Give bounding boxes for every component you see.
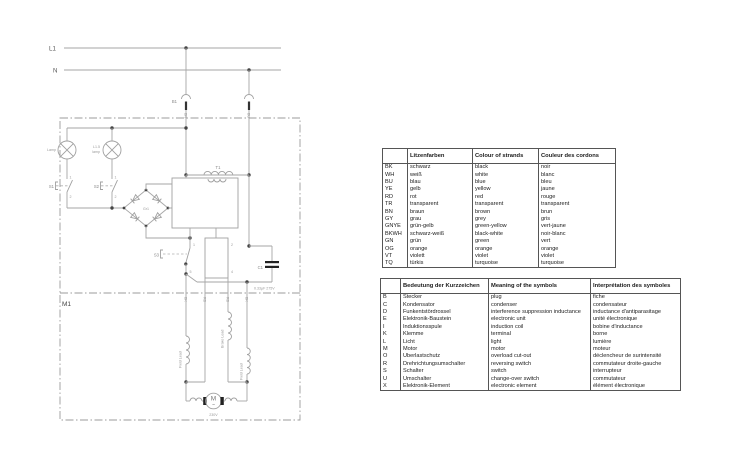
table-cell: gris xyxy=(539,216,616,223)
column-header: Meaning of the symbols xyxy=(489,279,591,294)
table-cell: violet xyxy=(539,253,616,260)
wire-colour-bn: BN xyxy=(183,113,188,118)
motor-section xyxy=(179,312,251,417)
table-cell: motor xyxy=(489,346,591,353)
table-row xyxy=(383,179,616,186)
s3-terminal-4: 4 xyxy=(231,270,233,274)
table-cell: rot xyxy=(408,194,473,201)
table-cell: WH xyxy=(385,171,395,178)
wire-colour-table xyxy=(382,148,616,268)
table-row xyxy=(383,260,616,268)
table-cell: braun xyxy=(408,208,473,215)
table-cell: moteur xyxy=(591,346,681,353)
table-cell: blau xyxy=(408,179,473,186)
table-cell: GN xyxy=(385,238,394,245)
table-cell: gelb xyxy=(408,186,473,193)
socket-icon xyxy=(245,95,254,100)
motor-m-label: M xyxy=(210,395,217,403)
field-coil-icon xyxy=(186,336,190,364)
table-cell: unité électronique xyxy=(591,316,681,323)
electronic-unit-box xyxy=(172,178,238,228)
t1-label: T1 xyxy=(215,165,221,170)
brush-icon xyxy=(220,397,223,405)
table-cell: yellow xyxy=(473,186,539,193)
switch-s2 xyxy=(94,176,118,209)
table-cell: L xyxy=(383,338,387,345)
s2-terminal-2: 2 xyxy=(114,195,117,199)
table-row xyxy=(381,368,681,375)
table-cell: black-white xyxy=(473,231,539,238)
table-cell: Motor xyxy=(401,346,489,353)
table-cell: VT xyxy=(385,252,393,259)
table-cell: orange xyxy=(408,245,473,252)
wire-colour-bu: BU xyxy=(246,113,251,118)
table-cell: Elektronik-Baustein xyxy=(401,316,489,323)
table-cell: schwarz-weiß xyxy=(408,231,473,238)
lamp2-label: L1.5 xyxy=(93,145,100,149)
table-cell: blanc xyxy=(539,171,616,178)
symbol-meaning-table xyxy=(380,278,681,391)
table-row xyxy=(383,201,616,208)
table-cell: Schalter xyxy=(401,368,489,375)
table-cell: GY xyxy=(385,216,394,223)
table-cell: vert-jaune xyxy=(539,223,616,230)
c1-value: 0.33µF 275V xyxy=(254,286,275,291)
table-cell: brown xyxy=(473,208,539,215)
table-cell: Umschalter xyxy=(401,375,489,382)
s3-terminal-2: 2 xyxy=(231,243,233,247)
table-cell: light xyxy=(489,338,591,345)
table-cell: electronic unit xyxy=(489,316,591,323)
table-cell: rouge xyxy=(539,194,616,201)
table-cell: K xyxy=(383,331,387,338)
table-cell: noir-blanc xyxy=(539,231,616,238)
table-cell: élément électronique xyxy=(591,383,681,391)
table-cell: X xyxy=(383,382,387,389)
table-cell: Licht xyxy=(401,338,489,345)
table-cell: noir xyxy=(539,164,616,172)
table-row xyxy=(381,361,681,368)
column-header: Colour of strands xyxy=(473,149,539,164)
table-row xyxy=(383,231,616,238)
table-cell: transparent xyxy=(539,201,616,208)
table-cell: BK xyxy=(385,164,393,171)
table-cell: red xyxy=(473,194,539,201)
capacitor-plate-icon xyxy=(265,266,279,268)
table-row xyxy=(383,253,616,260)
table-row xyxy=(381,324,681,331)
table-row xyxy=(383,208,616,215)
table-cell: interference suppression inductance xyxy=(489,309,591,316)
appliance-boundary xyxy=(60,118,300,420)
table-row xyxy=(381,331,681,338)
table-cell: violett xyxy=(408,253,473,260)
table-row xyxy=(381,375,681,382)
table-cell: grau xyxy=(408,216,473,223)
table-cell: transparent xyxy=(473,201,539,208)
s1-terminal-2: 2 xyxy=(69,195,72,199)
table-cell: GNYE xyxy=(385,223,401,230)
table-cell: C xyxy=(383,301,388,308)
header-row xyxy=(383,149,616,164)
table-cell: weiß xyxy=(408,171,473,178)
rectifier-bridge xyxy=(123,184,192,240)
table-cell: interrupteur xyxy=(591,368,681,375)
table-cell: white xyxy=(473,171,539,178)
supply-rails xyxy=(49,46,281,95)
table-cell: D xyxy=(383,309,388,316)
winding-icon xyxy=(208,179,226,182)
table-cell: TR xyxy=(385,201,393,208)
table-row xyxy=(383,238,616,245)
table-cell: grey xyxy=(473,216,539,223)
table-cell: turquoise xyxy=(473,260,539,268)
m1-section-label: M1 xyxy=(62,301,72,308)
table-row xyxy=(383,245,616,252)
table-cell: switch xyxy=(489,368,591,375)
table-cell: borne xyxy=(591,331,681,338)
table-cell: condenser xyxy=(489,301,591,308)
table-cell: Stecker xyxy=(401,294,489,302)
socket-icon xyxy=(182,95,191,100)
table-cell: turquoise xyxy=(539,260,616,268)
s3-terminal-1: 1 xyxy=(193,243,195,247)
table-row xyxy=(383,164,616,172)
table-cell: jaune xyxy=(539,186,616,193)
table-cell: schwarz xyxy=(408,164,473,172)
n-rail-label: N xyxy=(53,67,58,75)
table-cell: blue xyxy=(473,179,539,186)
brake-lead-label: Brake Lead xyxy=(220,329,225,348)
bridge-label: Gr1 xyxy=(143,207,149,211)
wire-colour-rd: RD xyxy=(202,297,207,303)
column-header xyxy=(381,279,401,294)
table-cell: B xyxy=(383,294,387,301)
s3-terminal-5: 5 xyxy=(189,270,192,274)
s3-label: S3 xyxy=(153,252,159,258)
table-row xyxy=(383,223,616,230)
table-cell: vert xyxy=(539,238,616,245)
table-cell: bleu xyxy=(539,179,616,186)
choke-t1 xyxy=(184,165,250,246)
table-cell: OG xyxy=(385,245,394,252)
wire-colour-bk: BK xyxy=(183,297,188,302)
b1-label: B1 xyxy=(171,99,177,104)
table-cell: BKWH xyxy=(385,230,402,237)
column-header: Litzenfarben xyxy=(408,149,473,164)
table-cell: violet xyxy=(473,253,539,260)
table-cell: condensateur xyxy=(591,301,681,308)
header-row xyxy=(381,279,681,294)
column-header: Couleur des cordons xyxy=(539,149,616,164)
table-cell: overload cut-out xyxy=(489,353,591,360)
table-cell: déclencheur de surintensité xyxy=(591,353,681,360)
table-cell: Überlastschutz xyxy=(401,353,489,360)
table-row xyxy=(381,338,681,345)
table-cell: bobine d'inductance xyxy=(591,324,681,331)
table-cell: grün-gelb xyxy=(408,223,473,230)
table-cell: reversing switch xyxy=(489,361,591,368)
table-cell: S xyxy=(383,368,387,375)
lamp-circuit xyxy=(47,126,188,209)
table-cell: türkis xyxy=(408,260,473,268)
l1-rail-label: L1 xyxy=(49,45,56,53)
table-cell: I xyxy=(383,323,385,330)
table-cell: U xyxy=(383,375,388,382)
table-cell: Drehrichtungsumschalter xyxy=(401,361,489,368)
table-cell: TQ xyxy=(385,260,393,267)
lamp2-sublabel: lamp xyxy=(92,150,100,154)
inner-module-box xyxy=(205,228,228,278)
table-row xyxy=(381,353,681,360)
capacitor-c1 xyxy=(197,244,279,290)
table-row xyxy=(381,294,681,302)
wire-colour-bk: BK xyxy=(244,297,249,302)
s1-terminal-1: 1 xyxy=(69,175,72,180)
table-cell: Klemme xyxy=(401,331,489,338)
column-header: Interprétation des symboles xyxy=(591,279,681,294)
table-cell: R xyxy=(383,360,388,367)
table-row xyxy=(381,383,681,391)
table-cell: green-yellow xyxy=(473,223,539,230)
table-cell: green xyxy=(473,238,539,245)
table-cell: orange xyxy=(473,245,539,252)
table-cell: electronic element xyxy=(489,383,591,391)
s1-label: S1 xyxy=(48,184,54,189)
table-row xyxy=(381,346,681,353)
table-row xyxy=(381,309,681,316)
s2-terminal-1: 1 xyxy=(114,175,117,180)
changeover-switch-s3 xyxy=(154,228,233,282)
lamp1-label: Lamp xyxy=(47,148,56,152)
table-cell: plug xyxy=(489,294,591,302)
winding-icon xyxy=(204,171,233,175)
table-cell: M xyxy=(383,346,388,353)
table-cell: grün xyxy=(408,238,473,245)
plug-connector-b1 xyxy=(172,95,254,176)
table-row xyxy=(381,301,681,308)
table-cell: brun xyxy=(539,208,616,215)
table-cell: Funkentstördrossel xyxy=(401,309,489,316)
armature-coil-icon xyxy=(225,398,237,401)
capacitor-plate-icon xyxy=(265,261,279,263)
table-cell: RD xyxy=(385,193,394,200)
field-lead-right-label: Field Lead xyxy=(239,363,244,380)
table-cell: O xyxy=(383,353,388,360)
table-cell: orange xyxy=(539,245,616,252)
table-cell: BN xyxy=(385,208,393,215)
table-cell: Elektronik-Element xyxy=(401,383,489,391)
table-cell: inductance d'antiparasitage xyxy=(591,309,681,316)
table-row xyxy=(383,216,616,223)
column-header xyxy=(383,149,408,164)
table-cell: BU xyxy=(385,179,393,186)
table-cell: change-over switch xyxy=(489,375,591,382)
s2-label: S2 xyxy=(93,184,99,189)
table-cell: transparent xyxy=(408,201,473,208)
c1-label: C1 xyxy=(257,265,263,270)
field-lead-left-label: Field Lead xyxy=(178,351,183,368)
table-row xyxy=(381,316,681,323)
brake-coil-icon xyxy=(228,312,232,340)
table-cell: lumière xyxy=(591,338,681,345)
switch-s1 xyxy=(49,176,73,209)
motor-voltage-label: 230V xyxy=(209,413,218,417)
table-row xyxy=(383,194,616,201)
table-row xyxy=(383,186,616,193)
table-cell: commutateur droite-gauche xyxy=(591,361,681,368)
table-cell: terminal xyxy=(489,331,591,338)
armature-coil-icon xyxy=(190,398,202,401)
motor-ac-symbol: ~ xyxy=(211,402,216,409)
table-cell: black xyxy=(473,164,539,172)
table-cell: Induktionsspule xyxy=(401,324,489,331)
table-cell: fiche xyxy=(591,294,681,302)
table-cell: YE xyxy=(385,186,393,193)
column-header: Bedeutung der Kurzzeichen xyxy=(401,279,489,294)
wire-colour-rd: RD xyxy=(225,297,230,303)
table-cell: E xyxy=(383,316,387,323)
field-coil-icon xyxy=(247,348,250,374)
table-cell: Kondensator xyxy=(401,301,489,308)
table-row xyxy=(383,171,616,178)
table-cell: induction coil xyxy=(489,324,591,331)
table-cell: commutateur xyxy=(591,375,681,382)
